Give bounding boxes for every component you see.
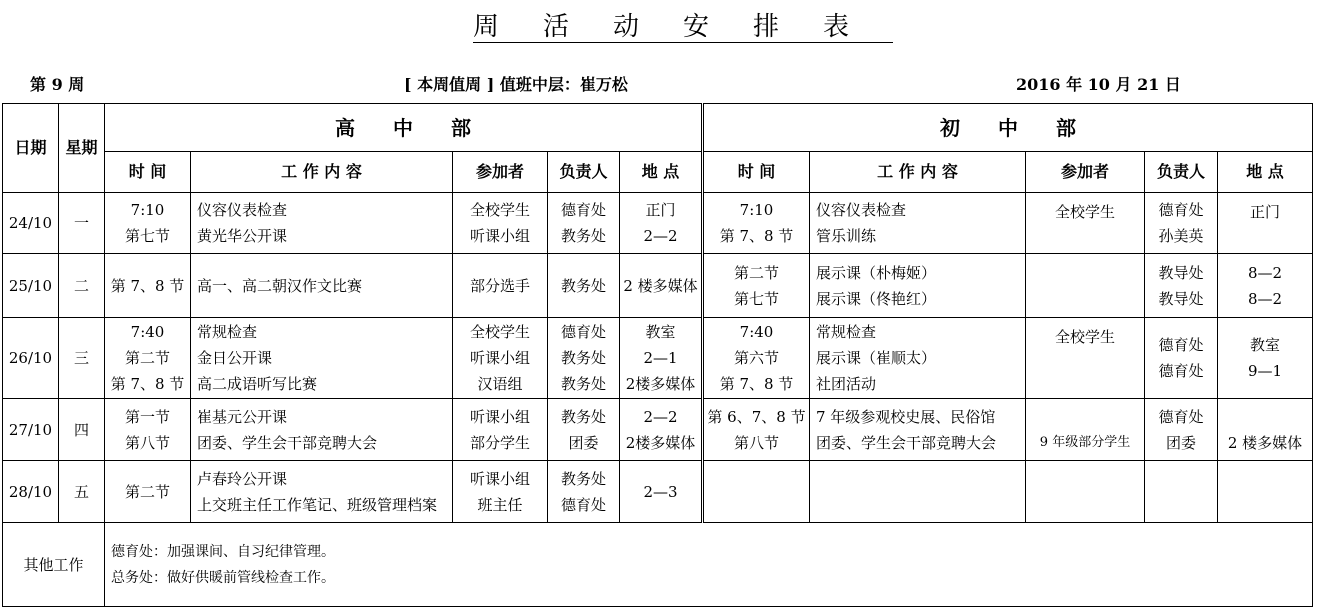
row-weekday: 三 [59,318,105,399]
junior-time-line: 第 7、8 节 [719,227,794,245]
junior-place-line: 9—1 [1247,362,1283,380]
schedule-row [3,254,1313,318]
senior-participants-line: 全校学生 [469,323,530,341]
senior-content-line: 团委、学生会干部竞聘大会 [197,433,378,452]
junior-owner-cell [1145,461,1218,523]
junior-owner-line: 德育处 [1158,362,1204,380]
junior-content-line: 团委、学生会干部竞聘大会 [816,433,997,452]
junior-time-line: 第 6、7、8 节 [707,407,806,426]
senior-owner-line: 教务处 [560,375,606,393]
junior-owner-cell [1145,193,1218,254]
senior-participants-cell [453,461,548,523]
senior-time-cell [105,461,191,523]
senior-owner-line: 教务处 [560,349,606,367]
junior-participants-cell [1026,318,1145,399]
junior-place-line: 8—2 [1247,289,1283,308]
senior-content-cell [191,254,453,318]
header-senior-participants: 参加者 [453,152,548,193]
junior-time-cell [703,399,810,461]
header-senior-time: 时 间 [105,152,191,193]
schedule-table [2,103,1313,607]
schedule-row [3,461,1313,523]
senior-time-line: 7:40 [130,323,165,341]
senior-participants-line: 听课小组 [469,227,530,245]
row-date: 27/10 [3,399,59,461]
row-date: 25/10 [3,254,59,318]
junior-owner-line: 德育处 [1158,201,1204,219]
senior-content-line: 高二成语听写比赛 [197,375,318,393]
junior-owner-line: 教导处 [1158,263,1204,282]
junior-content-line: 7 年级参观校史展、民俗馆 [816,407,996,426]
junior-place-line: 教室 [1249,336,1280,354]
junior-time-line: 7:10 [739,201,774,219]
junior-participants-line: 全校学生 [1054,203,1115,221]
junior-content-line: 展示课（佟艳红） [816,289,937,308]
junior-time-line: 7:40 [739,323,774,341]
senior-time-cell [105,193,191,254]
senior-place-line: 2—2 [643,407,678,426]
senior-content-line: 金日公开课 [197,349,273,367]
row-date: 26/10 [3,318,59,399]
other-work-content [105,523,1313,607]
junior-content-cell [810,193,1026,254]
junior-owner-line: 孙美英 [1158,227,1204,245]
junior-content-line: 展示课（崔顺太） [816,349,937,367]
senior-participants-cell [453,254,548,318]
senior-time-line: 第 7、8 节 [110,375,185,393]
row-weekday: 二 [59,254,105,318]
junior-owner-line: 团委 [1165,433,1196,452]
junior-time-cell [703,254,810,318]
header-junior-time: 时 间 [703,152,810,193]
header-junior-participants: 参加者 [1026,152,1145,193]
senior-place-cell [620,254,703,318]
senior-owner-cell [548,461,620,523]
senior-content-line: 卢春玲公开课 [197,469,288,488]
junior-time-line: 第六节 [733,349,779,367]
junior-time-cell [703,193,810,254]
junior-owner-line: 教导处 [1158,289,1204,308]
senior-participants-line: 部分选手 [469,276,530,295]
header-junior-place: 地 点 [1218,152,1313,193]
senior-content-cell [191,399,453,461]
senior-content-line: 高一、高二朝汉作文比赛 [197,276,363,295]
junior-content-line: 社团活动 [816,375,877,393]
senior-time-line: 第 7、8 节 [110,276,185,295]
header-senior-section: 高中部 [105,104,703,152]
header-junior-content: 工 作 内 容 [810,152,1026,193]
senior-participants-cell [453,399,548,461]
header-senior-content: 工 作 内 容 [191,152,453,193]
senior-owner-line: 德育处 [560,323,606,341]
senior-content-line: 黄光华公开课 [197,227,288,245]
week-number: 第 9 周 [30,75,85,94]
junior-place-line: 正门 [1249,203,1280,221]
row-date: 24/10 [3,193,59,254]
senior-time-cell [105,318,191,399]
schedule-row [3,193,1313,254]
senior-place-line: 2—3 [643,482,678,501]
senior-time-cell [105,399,191,461]
junior-place-cell [1218,254,1313,318]
senior-owner-line: 德育处 [560,201,606,219]
junior-time-cell [703,461,810,523]
senior-place-line: 2楼多媒体 [625,433,696,452]
senior-participants-line: 班主任 [477,495,523,514]
senior-owner-cell [548,318,620,399]
header-senior-owner: 负责人 [548,152,620,193]
senior-owner-line: 教务处 [560,407,606,426]
row-weekday: 五 [59,461,105,523]
page-title: 周活动安排表 [472,12,893,42]
senior-place-line: 2 楼多媒体 [623,276,698,295]
senior-place-line: 2楼多媒体 [625,375,696,393]
senior-owner-cell [548,399,620,461]
junior-content-line: 管乐训练 [816,227,877,245]
document-date: 2016 年 10 月 21 日 [1016,75,1181,94]
junior-content-cell [810,399,1026,461]
senior-participants-line: 听课小组 [469,469,530,488]
junior-owner-cell [1145,318,1218,399]
senior-participants-line: 听课小组 [469,407,530,426]
junior-owner-line: 德育处 [1158,336,1204,354]
senior-place-line: 正门 [645,201,676,219]
senior-place-cell [620,318,703,399]
duty-officer: [ 本周值周 ] 值班中层：崔万松 [404,75,628,94]
junior-participants-line: 9 年级部分学生 [1039,435,1131,450]
senior-time-line: 第八节 [124,433,170,452]
senior-owner-line: 教务处 [560,227,606,245]
junior-content-cell [810,318,1026,399]
senior-place-cell [620,193,703,254]
senior-owner-line: 教务处 [560,469,606,488]
senior-time-line: 第一节 [124,407,170,426]
junior-place-line: 2 楼多媒体 [1227,434,1303,452]
senior-owner-line: 教务处 [560,276,606,295]
senior-participants-line: 听课小组 [469,349,530,367]
senior-place-cell [620,461,703,523]
junior-time-cell [703,318,810,399]
senior-content-line: 上交班主任工作笔记、班级管理档案 [197,495,438,514]
other-work-line: 总务处：做好供暖前管线检查工作。 [111,569,335,586]
junior-owner-cell [1145,399,1218,461]
senior-time-line: 第二节 [124,482,170,501]
senior-owner-line: 团委 [568,433,599,452]
senior-owner-line: 德育处 [560,495,606,514]
junior-place-cell [1218,461,1313,523]
senior-participants-cell [453,318,548,399]
junior-place-cell [1218,399,1313,461]
junior-content-cell [810,461,1026,523]
schedule-row [3,318,1313,399]
junior-participants-cell [1026,399,1145,461]
senior-place-line: 教室 [645,323,676,341]
junior-time-line: 第 7、8 节 [719,375,794,393]
junior-content-line: 常规检查 [816,323,877,341]
junior-participants-cell [1026,193,1145,254]
header-junior-owner: 负责人 [1145,152,1218,193]
row-weekday: 四 [59,399,105,461]
junior-participants-cell [1026,254,1145,318]
junior-place-cell [1218,318,1313,399]
senior-owner-cell [548,193,620,254]
header-weekday: 星期 [59,104,105,193]
senior-time-cell [105,254,191,318]
junior-owner-cell [1145,254,1218,318]
row-date: 28/10 [3,461,59,523]
senior-participants-line: 部分学生 [469,433,530,452]
senior-owner-cell [548,254,620,318]
junior-content-cell [810,254,1026,318]
senior-time-line: 第二节 [124,349,170,367]
junior-place-cell [1218,193,1313,254]
header-senior-place: 地 点 [620,152,703,193]
senior-participants-line: 汉语组 [477,375,523,393]
header-date: 日期 [3,104,59,193]
senior-time-line: 第七节 [124,227,170,245]
junior-time-line: 第七节 [733,289,779,308]
junior-time-line: 第八节 [733,433,779,452]
header-junior-section: 初中部 [703,104,1313,152]
junior-participants-cell [1026,461,1145,523]
senior-content-line: 仪容仪表检查 [197,201,288,219]
senior-content-line: 崔基元公开课 [197,407,288,426]
row-weekday: 一 [59,193,105,254]
junior-content-line: 仪容仪表检查 [816,201,907,219]
junior-participants-line: 全校学生 [1054,328,1115,346]
junior-place-line: 8—2 [1247,263,1283,282]
junior-time-line: 第二节 [733,263,779,282]
senior-content-cell [191,461,453,523]
senior-participants-line: 全校学生 [469,201,530,219]
other-work-label: 其他工作 [3,523,105,607]
senior-participants-cell [453,193,548,254]
senior-place-line: 2—1 [643,349,678,367]
schedule-row [3,399,1313,461]
senior-place-line: 2—2 [643,227,678,245]
senior-content-cell [191,318,453,399]
other-work-line: 德育处：加强课间、自习纪律管理。 [111,543,335,560]
senior-content-cell [191,193,453,254]
senior-place-cell [620,399,703,461]
senior-content-line: 常规检查 [197,323,258,341]
junior-content-line: 展示课（朴梅姬） [816,263,937,282]
senior-time-line: 7:10 [130,201,165,219]
junior-owner-line: 德育处 [1158,407,1204,426]
